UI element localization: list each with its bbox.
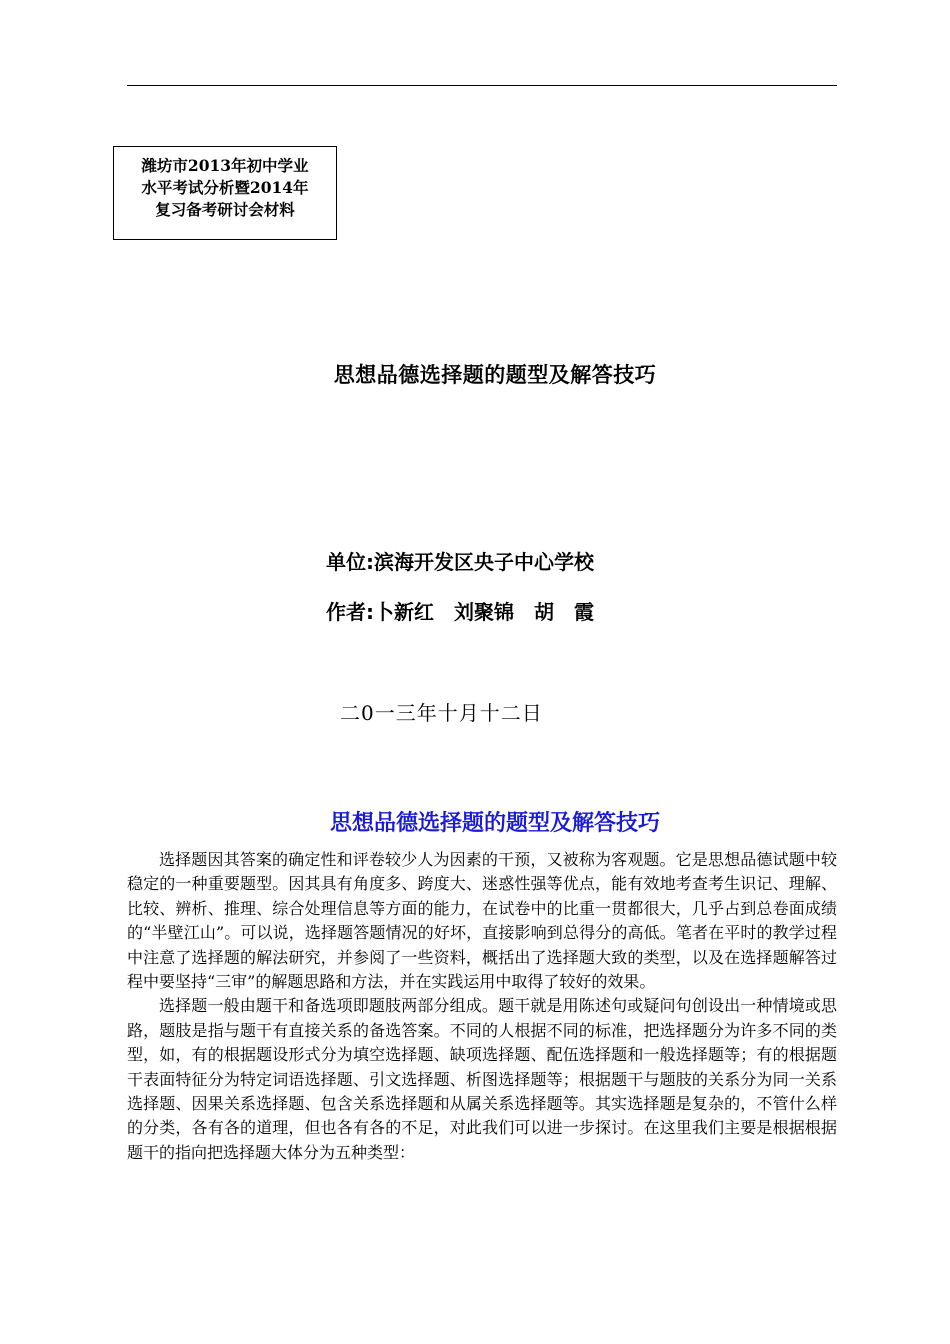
stamp-line-2: 水平考试分析暨2014年 <box>141 178 309 197</box>
cover-title: 思想品德选择题的题型及解答技巧 <box>333 363 657 387</box>
conference-material-box <box>113 146 337 240</box>
paragraph-2: 选择题一般由题干和备选项即题肢两部分组成。题干就是用陈述句或疑问句创设出一种情境或思路，题肢是指与题干有直接关系的备选答案。不同的人根据不同的标准，把选择题分为许多不同的类型，如，有的根据题设形式分为填空选择题、缺项选择题、配伍选择题和一般选择题等；有的根据题干表面特征分为特定词语选择题、引文选择题、析图选择题等；根据题干与题肢的关系分为同一关系选择题、因果关系选择题、包含关系选择题和从属关系选择题等。其实选择题是复杂的，不管什么样的分类，各有各的道理，但也各有各的不足，对此我们可以进一步探讨。在这里我们主要是根据根据题干的指向把选择题大体分为五种类型： <box>127 996 837 1162</box>
stamp-line-1: 潍坊市2013年初中学业 <box>141 156 309 175</box>
unit-line: 单位:滨海开发区央子中心学校 <box>326 550 594 574</box>
article-title: 思想品德选择题的题型及解答技巧 <box>329 811 660 836</box>
article-body <box>127 848 837 1165</box>
header-rule <box>127 85 837 86</box>
paragraph-1: 选择题因其答案的确定性和评卷较少人为因素的干预，又被称为客观题。它是思想品德试题中较稳定的一种重要题型。因其具有角度多、跨度大、迷惑性强等优点，能有效地考查考生识记、理解、比较、辨析、推理、综合处理信息等方面的能力，在试卷中的比重一贯都很大，几乎占到总卷面成绩的“半壁江山”。可以说，选择题答题情况的好坏，直接影响到总得分的高低。笔者在平时的教学过程中注意了选择题的解法研究，并参阅了一些资料，概括出了选择题大致的类型，以及在选择题解答过程中要坚持“三审”的解题思路和方法，并在实践运用中取得了较好的效果。 <box>127 850 837 992</box>
stamp-line-3: 复习备考研讨会材料 <box>155 200 295 219</box>
date-line: 二0一三年十月十二日 <box>340 701 543 725</box>
author-line: 作者:卜新红 刘聚锦 胡 霞 <box>326 600 594 624</box>
